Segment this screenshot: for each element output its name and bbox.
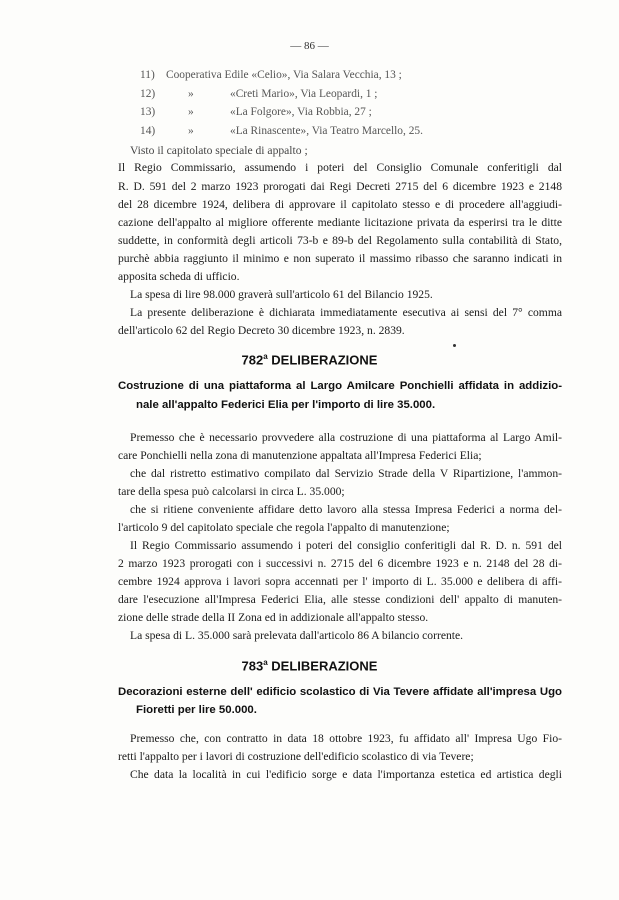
text-line: La spesa di lire 98.000 graverà sull'articolo 61 del Bilancio 1925. (130, 288, 433, 301)
text-line: che dal ristretto estimativo compilato dal Servizio Strade della V Ripartizione, l'ammon- (130, 467, 562, 480)
text-line: cembre 1924 approva i lavori sopra accennati per l' importo di L. 35.000 e delibera di affi- (118, 575, 562, 588)
text-line: cazione dell'appalto al migliore offerente mediante licitazione privata da esperirsi tra le ditte (118, 216, 562, 229)
text-line: suddette, in conformità degli articoli 73-b e 89-b del Regolamento sulla contabilità di Stato, (118, 234, 562, 247)
section-title-line: Costruzione di una piattaforma al Largo Amilcare Ponchielli affidata in addizio- (118, 380, 562, 392)
list-item-number: 14) (140, 125, 156, 137)
list-item-text: «La Rinascente», Via Teatro Marcello, 25. (230, 125, 423, 137)
text-line: retti l'appalto per i lavori di costruzione dell'edificio scolastico di via Tevere; (118, 750, 474, 763)
section-title-line: Fioretti per lire 50.000. (136, 704, 257, 716)
list-item-ditto: » (188, 106, 194, 118)
section-heading-783: 783$^a$ DELIBERAZIONE (241, 658, 378, 674)
text-line: zione delle strade della II Zona ed in addizionale all'appalto stesso. (118, 611, 429, 624)
text-line: che si ritiene conveniente affidare detto lavoro alla stessa Impresa Federici a norma del- (130, 503, 562, 516)
text-line: Il Regio Commissario assumendo i poteri del consiglio conferitigli dal R. D. n. 591 del (130, 539, 562, 552)
text-line: Il Regio Commissario, assumendo i poteri del Consiglio Comunale conferitigli dal (118, 161, 562, 174)
text-line: purchè abbia raggiunto il minimo e non superato il massimo ribasso che saranno indicati in (118, 252, 562, 265)
list-item-number: 11) (140, 69, 155, 81)
list-item-text: «La Folgore», Via Robbia, 27 ; (230, 106, 372, 118)
list-item-text: «Creti Mario», Via Leopardi, 1 ; (230, 88, 378, 100)
text-line: Premesso che, con contratto in data 18 ottobre 1923, fu affidato all' Impresa Ugo Fio- (130, 732, 562, 745)
list-item-ditto: » (188, 88, 194, 100)
ink-dot (453, 344, 456, 347)
text-line: Che data la località in cui l'edificio sorge e data l'importanza estetica ed artistica degli (130, 768, 562, 781)
section-heading-782: 782$^a$ DELIBERAZIONE (241, 352, 378, 368)
text-line: del 28 dicembre 1924, delibera di approvare il capitolato stesso e di procedere all'aggiudi- (118, 198, 562, 211)
section-title-line: nale all'appalto Federici Elia per l'importo di lire 35.000. (136, 399, 436, 411)
text-line: La spesa di L. 35.000 sarà prelevata dall'articolo 86 A bilancio corrente. (130, 629, 464, 642)
list-item-number: 13) (140, 106, 156, 118)
text-line: dare l'esecuzione all'Impresa Federici Elia, alle stesse condizioni dell' appalto di manuten- (118, 593, 562, 606)
text-line: l'articolo 9 del capitolato speciale che regola l'appalto di manutenzione; (118, 521, 450, 534)
list-item-text: Cooperativa Edile «Celio», Via Salara Vecchia, 13 ; (166, 69, 402, 81)
text-line: care Ponchielli nella zona di manutenzione appaltata all'Impresa Federici Elia; (118, 449, 482, 462)
text-line: dell'articolo 62 del Regio Decreto 30 dicembre 1923, n. 2839. (118, 324, 405, 337)
text-line: tare della spesa può calcolarsi in circa L. 35.000; (118, 485, 345, 498)
text-line: Visto il capitolato speciale di appalto ; (130, 144, 308, 157)
text-line: 2 marzo 1923 prorogati con i successivi n. 2715 del 6 dicembre 1923 e n. 2148 del 28 di- (118, 557, 562, 570)
text-line: La presente deliberazione è dichiarata immediatamente esecutiva ai sensi del 7° comma (130, 306, 562, 319)
text-line: apposita scheda di ufficio. (118, 270, 240, 283)
list-item-number: 12) (140, 88, 156, 100)
page-number: — 86 — (290, 40, 329, 52)
section-title-line: Decorazioni esterne dell' edificio scolastico di Via Tevere affidate all'impresa Ugo (118, 686, 562, 698)
text-line: Premesso che è necessario provvedere alla costruzione di una piattaforma al Largo Amil- (130, 431, 562, 444)
text-line: R. D. 591 del 2 marzo 1923 prorogati dai Regi Decreti 2715 del 6 dicembre 1923 e 2148 (118, 180, 562, 193)
list-item-ditto: » (188, 125, 194, 137)
